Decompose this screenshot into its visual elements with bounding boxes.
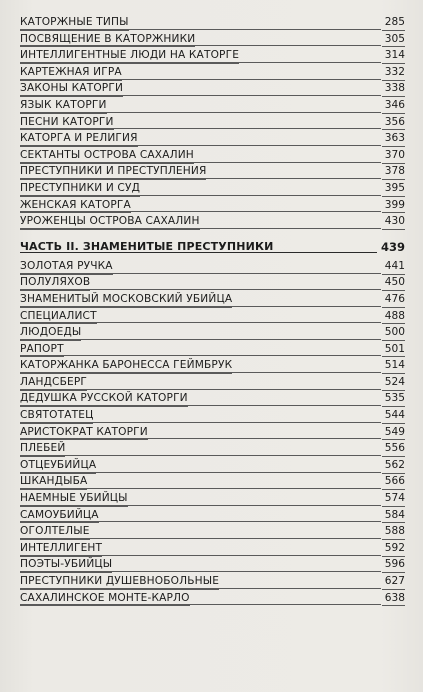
toc-list-part-1: [20, 15, 405, 231]
toc-entry-title: ЖЕНСКАЯ КАТОРГА: [20, 198, 131, 214]
toc-entry: [20, 508, 405, 525]
toc-entry-page: 544: [382, 408, 405, 424]
toc-entry: [20, 375, 405, 392]
toc-entry-page: 305: [382, 32, 405, 48]
toc-entry: [20, 541, 405, 558]
toc-entry-title: ПРЕСТУПНИКИ И ПРЕСТУПЛЕНИЯ: [20, 164, 206, 180]
toc-entry-title: ЛАНДСБЕРГ: [20, 375, 87, 391]
toc-entry: [20, 65, 405, 82]
toc-entry-page: 588: [382, 524, 405, 540]
toc-entry-title: СВЯТОТАТЕЦ: [20, 408, 93, 424]
toc-entry-page: 346: [382, 98, 405, 114]
toc-leader-line: [20, 355, 381, 356]
toc-entry: [20, 81, 405, 98]
toc-entry: [20, 148, 405, 165]
toc-entry-page: 627: [382, 574, 405, 590]
toc-entry: [20, 325, 405, 342]
toc-entry-page: 332: [382, 65, 405, 81]
toc-entry-page: 356: [382, 115, 405, 131]
toc-entry-page: 430: [382, 214, 405, 230]
toc-entry: [20, 358, 405, 375]
toc-entry-page: 535: [382, 391, 405, 407]
toc-entry-title: САМОУБИЙЦА: [20, 508, 99, 524]
toc-entry-title: ПРЕСТУПНИКИ И СУД: [20, 181, 140, 197]
toc-entry-title: НАЕМНЫЕ УБИЙЦЫ: [20, 491, 128, 507]
toc-entry-title: ШКАНДЫБА: [20, 474, 87, 490]
toc-entry-title: КАТОРЖНЫЕ ТИПЫ: [20, 15, 129, 31]
toc-entry-page: 562: [382, 458, 405, 474]
toc-entry: [20, 48, 405, 65]
toc-entry: [20, 164, 405, 181]
toc-entry-title: УРОЖЕНЦЫ ОСТРОВА САХАЛИН: [20, 214, 200, 230]
toc-entry-page: 566: [382, 474, 405, 490]
toc-entry: [20, 275, 405, 292]
toc-entry: [20, 15, 405, 32]
toc-entry-page: 596: [382, 557, 405, 573]
toc-part-heading: [20, 237, 405, 259]
toc-entry-title: КАРТЕЖНАЯ ИГРА: [20, 65, 122, 81]
toc-entry-title: АРИСТОКРАТ КАТОРГИ: [20, 425, 148, 441]
toc-entry-page: 450: [382, 275, 405, 291]
toc-entry-title: СЕКТАНТЫ ОСТРОВА САХАЛИН: [20, 148, 194, 164]
toc-entry-title: ЗОЛОТАЯ РУЧКА: [20, 259, 113, 275]
toc-entry-page: 399: [382, 198, 405, 214]
toc-entry: [20, 408, 405, 425]
toc-entry: [20, 292, 405, 309]
toc-entry: [20, 425, 405, 442]
toc-list-part-2: [20, 259, 405, 607]
toc-entry-page: 314: [382, 48, 405, 64]
toc-entry: [20, 491, 405, 508]
toc-entry-title: ПЛЕБЕЙ: [20, 441, 65, 457]
toc-entry: [20, 458, 405, 475]
toc-entry-page: 476: [382, 292, 405, 308]
toc-entry: [20, 524, 405, 541]
toc-entry-title: ПОЛУЛЯХОВ: [20, 275, 90, 291]
toc-entry-title: РАПОРТ: [20, 342, 64, 358]
toc-entry: [20, 574, 405, 591]
toc-entry: [20, 309, 405, 326]
toc-entry-title: КАТОРГА И РЕЛИГИЯ: [20, 131, 138, 147]
toc-entry: [20, 115, 405, 132]
toc-entry-page: 501: [382, 342, 405, 358]
toc-entry-page: 500: [382, 325, 405, 341]
toc-entry-page: 514: [382, 358, 405, 374]
toc-entry-title: ИНТЕЛЛИГЕНТНЫЕ ЛЮДИ НА КАТОРГЕ: [20, 48, 239, 64]
toc-entry-title: ДЕДУШКА РУССКОЙ КАТОРГИ: [20, 391, 188, 407]
toc-part-page: 439: [380, 239, 405, 254]
toc-entry-page: 549: [382, 425, 405, 441]
toc-entry: [20, 259, 405, 276]
toc-entry: [20, 557, 405, 574]
toc-entry: [20, 198, 405, 215]
table-of-contents: [20, 15, 405, 607]
toc-entry: [20, 214, 405, 231]
toc-entry: [20, 441, 405, 458]
toc-part-title: ЧАСТЬ II. ЗНАМЕНИТЫЕ ПРЕСТУПНИКИ: [20, 239, 274, 253]
toc-entry-title: ИНТЕЛЛИГЕНТ: [20, 541, 102, 557]
toc-entry-title: ПОЭТЫ-УБИЙЦЫ: [20, 557, 112, 573]
toc-entry-title: СПЕЦИАЛИСТ: [20, 309, 97, 325]
toc-entry: [20, 342, 405, 359]
toc-leader-line: [20, 455, 381, 456]
toc-entry-page: 285: [382, 15, 405, 31]
toc-entry-page: 338: [382, 81, 405, 97]
toc-entry-title: ОГОЛТЕЛЫЕ: [20, 524, 90, 540]
toc-entry-title: ПОСВЯЩЕНИЕ В КАТОРЖНИКИ: [20, 32, 195, 48]
toc-entry-page: 370: [382, 148, 405, 164]
toc-entry: [20, 474, 405, 491]
toc-entry-title: КАТОРЖАНКА БАРОНЕССА ГЕЙМБРУК: [20, 358, 232, 374]
toc-entry-page: 556: [382, 441, 405, 457]
toc-entry-page: 488: [382, 309, 405, 325]
toc-entry-page: 584: [382, 508, 405, 524]
toc-entry-title: ЛЮДОЕДЫ: [20, 325, 81, 341]
toc-entry: [20, 181, 405, 198]
toc-entry-title: ЗАКОНЫ КАТОРГИ: [20, 81, 123, 97]
toc-entry-title: ПРЕСТУПНИКИ ДУШЕВНОБОЛЬНЫЕ: [20, 574, 219, 590]
toc-entry-title: ПЕСНИ КАТОРГИ: [20, 115, 114, 131]
toc-entry-page: 363: [382, 131, 405, 147]
toc-entry-title: САХАЛИНСКОЕ МОНТЕ-КАРЛО: [20, 591, 190, 607]
toc-entry: [20, 32, 405, 49]
toc-entry-title: ОТЦЕУБИЙЦА: [20, 458, 96, 474]
toc-entry: [20, 98, 405, 115]
toc-entry-page: 638: [382, 591, 405, 607]
toc-entry-title: ЯЗЫК КАТОРГИ: [20, 98, 107, 114]
toc-entry-page: 395: [382, 181, 405, 197]
toc-entry-page: 524: [382, 375, 405, 391]
toc-entry-page: 574: [382, 491, 405, 507]
toc-entry: [20, 131, 405, 148]
toc-entry-page: 592: [382, 541, 405, 557]
toc-entry: [20, 391, 405, 408]
toc-entry: [20, 591, 405, 608]
toc-entry-page: 441: [382, 259, 405, 275]
toc-entry-page: 378: [382, 164, 405, 180]
toc-entry-title: ЗНАМЕНИТЫЙ МОСКОВСКИЙ УБИЙЦА: [20, 292, 232, 308]
